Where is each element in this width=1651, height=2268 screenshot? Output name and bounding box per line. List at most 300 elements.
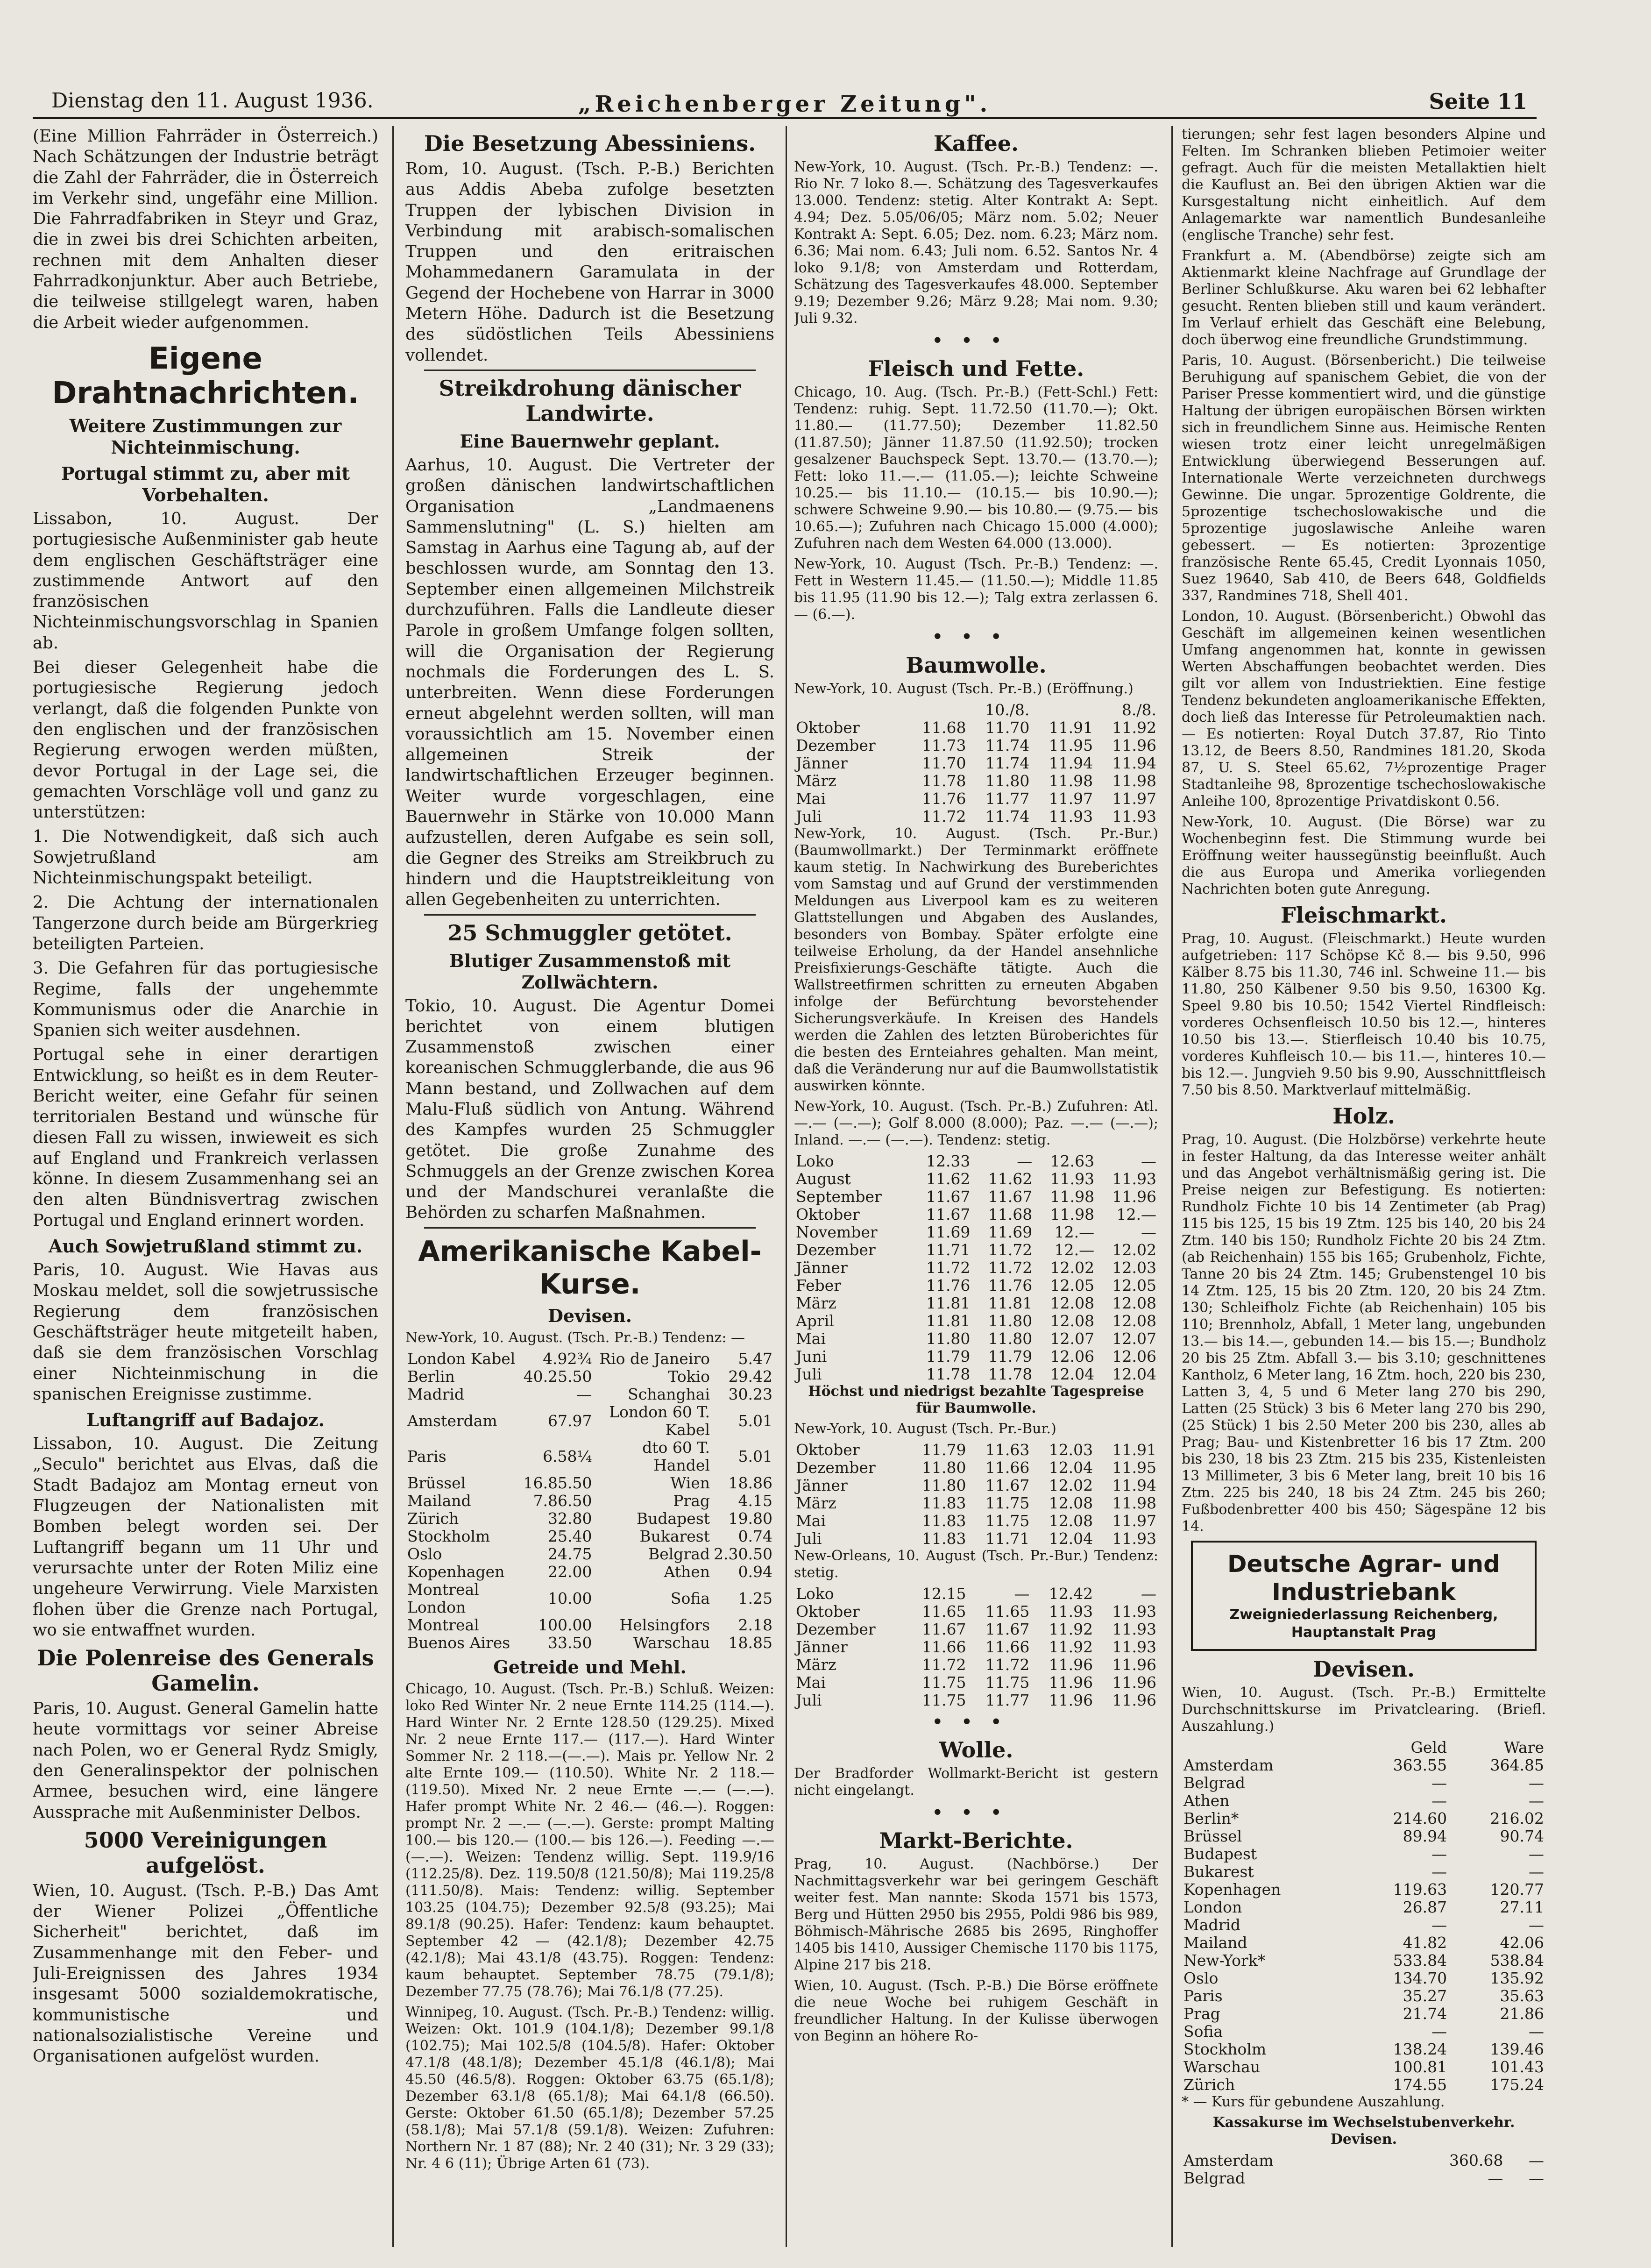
table-cell: 12.07	[1050, 1329, 1095, 1348]
section-heading: Fleischmarkt.	[1280, 903, 1447, 928]
table-row	[405, 1368, 774, 1386]
table-cell: —	[576, 1385, 592, 1403]
table-cell: Warschau	[633, 1633, 710, 1652]
row-label: Juli	[796, 1529, 822, 1548]
article-text: 3. Die Gefahren für das portugiesische Regime, falls der ungehemmte Kommunismus oder die Anarchie in Spanien sich weiter ausdehnen.	[33, 959, 378, 1040]
table-cell: 12.05	[1050, 1276, 1095, 1294]
table-caption: New-York, 10. August. (Tsch. Pr.-B.) Tendenz: —	[405, 1329, 745, 1346]
table-cell: Belgrad	[648, 1544, 710, 1563]
table-cell: 12.04	[1112, 1365, 1156, 1383]
table-cell: dto 60 T. Handel	[642, 1438, 710, 1474]
column-2	[405, 126, 774, 2247]
table-row	[794, 1585, 1158, 1603]
table-row	[1182, 2169, 1546, 2187]
table-cell: 11.75	[985, 1511, 1030, 1530]
section-subheading: Getreide und Mehl.	[493, 1656, 687, 1678]
table-cell: —	[1431, 1792, 1447, 1810]
table-cell: 4.15	[738, 1491, 772, 1510]
row-label: Oktober	[796, 1440, 860, 1459]
article-subheading: Weitere Zustimmungen zur Nichteinmischung.	[69, 415, 342, 458]
row-label: Oktober	[796, 1205, 860, 1223]
table-row	[1182, 1898, 1546, 1916]
row-label: New-York*	[1183, 1951, 1266, 1969]
table-cell: 12.07	[1112, 1329, 1156, 1348]
row-label: Zürich	[407, 1509, 459, 1528]
table-cell: 12.02	[1050, 1258, 1095, 1277]
table-cell: 11.68	[922, 718, 966, 737]
table-cell: 11.66	[985, 1458, 1030, 1477]
table-cell: —	[1141, 1223, 1156, 1241]
table-cell: 11.80	[988, 1329, 1033, 1348]
table-cell: 12.—	[1116, 1205, 1156, 1223]
column-header: 10./8.	[985, 700, 1030, 719]
row-label: Juli	[796, 1691, 822, 1709]
table-cell: 11.83	[922, 1493, 966, 1512]
row-label: Stockholm	[407, 1527, 490, 1545]
table-cell: 11.92	[1049, 1637, 1093, 1656]
table-cell: 10.00	[548, 1589, 592, 1607]
table-cell: 11.66	[985, 1637, 1030, 1656]
table-cell: 11.80	[922, 1458, 966, 1477]
table-cell: 11.91	[1049, 718, 1093, 737]
table-cell: 11.96	[1112, 1691, 1156, 1709]
table-cell: 2.30.50	[714, 1544, 772, 1563]
table-row	[794, 1152, 1158, 1170]
table-cell: 11.74	[985, 736, 1030, 754]
table-cell: 89.94	[1403, 1827, 1447, 1845]
table-cell: 21.74	[1403, 2005, 1447, 2023]
table-cell: 12.42	[1049, 1584, 1093, 1603]
table-cell: 11.75	[922, 1673, 966, 1692]
table-cell: 11.76	[922, 789, 966, 808]
row-label: Loko	[796, 1152, 834, 1170]
table-cell: 11.81	[988, 1294, 1033, 1312]
article-text: (Eine Million Fahrräder in Österreich.) Nach Schätzungen der Industrie beträgt die Zahl der Fahrräder, die in Österreich im Verkehr sind, ungefähr eine Million. Die Fahrradfabriken in Steyr und Graz, die in zwei bis drei Schichten arbeiten, rechnen mit dem Anhalten dieser Fahrradkonjunktur. Aber auch Betriebe, die teilweise stillgelegt waren, haben die Arbeit wieder aufgenommen.	[33, 127, 378, 332]
table-row	[1182, 1756, 1546, 1774]
table-row	[1182, 1863, 1546, 1881]
table-cell: 19.80	[728, 1509, 772, 1528]
row-label: Dezember	[796, 736, 876, 754]
table-cell: 33.50	[548, 1633, 592, 1652]
table-row	[405, 1616, 774, 1634]
table-row	[405, 1350, 774, 1368]
row-label: Kopenhagen	[1183, 1880, 1281, 1898]
table-cell: 11.70	[922, 754, 966, 772]
row-label: Berlin*	[1183, 1809, 1239, 1827]
row-label: März	[796, 1493, 836, 1512]
market-report: London, 10. August. (Börsenbericht.) Obwohl das Geschäft im allgemeinen keinen wesentlichen Umfang angenommen hat, konnte in gewissen Werten Abschaffungen beobachtet werden. Dies gilt vor allem von Industriektien. Eine festige Tendenz bekundeten angloamerikanische Effekten, doch ließ das Interesse für Petroleumaktien nach. — Es notierten: Royal Dutch 37.87, Rio Tinto 13.12, de Beers 8.50, Randmines 181.20, Skoda 87, U. S. Steel 65.62, 7½prozentige Prager Stadtanleihe 98, 8prozentige tschechoslowakische Anleihe 100, 8prozentige Privatdiskont 0.56.	[1182, 608, 1546, 810]
article-headline: Streikdrohung dänischer Landwirte.	[439, 375, 741, 426]
row-label: London Kabel	[407, 1349, 516, 1368]
table-cell: 11.78	[926, 1365, 971, 1383]
table-cell: 139.46	[1490, 2040, 1544, 2058]
table-caption: New-Orleans, 10. August (Tsch. Pr.-Bur.) Tendenz: stetig.	[794, 1547, 1158, 1581]
table-cell: 11.69	[926, 1223, 971, 1241]
table-cell: 26.87	[1403, 1898, 1447, 1916]
table-cell: —	[1488, 2169, 1503, 2187]
row-label: Juli	[796, 807, 822, 825]
table-row	[794, 1223, 1158, 1241]
article-subheading: Portugal stimmt zu, aber mit Vorbehalten.	[61, 462, 350, 505]
table-cell: 11.69	[988, 1223, 1033, 1241]
table-cell: 11.79	[988, 1347, 1033, 1365]
row-label: Belgrad	[1183, 1774, 1246, 1792]
table-cell: 11.72	[922, 1655, 966, 1674]
table-row	[1182, 1987, 1546, 2005]
table-cell: 12.02	[1112, 1240, 1156, 1259]
table-cell: 25.40	[548, 1527, 592, 1545]
row-label: Mai	[796, 1329, 826, 1348]
section-heading: Fleisch und Fette.	[868, 356, 1084, 382]
row-label: Dezember	[796, 1240, 876, 1259]
article-headline: 25 Schmuggler getötet.	[447, 920, 732, 946]
row-label: Oslo	[407, 1544, 442, 1563]
column-header: Ware	[1503, 1738, 1544, 1756]
row-label: Mailand	[1183, 1934, 1247, 1952]
market-report: Frankfurt a. M. (Abendbörse) zeigte sich am Aktienmarkt kleine Nachfrage auf Grundlage der Berliner Schlußkurse. Aku waren bei 62 lebhafter gesucht. Renten blieben still und kaum verändert. Im Verlauf erhielt das Geschäft eine Belebung, doch überwog eine freundliche Grundstimmung.	[1182, 248, 1546, 348]
table-note: * — Kurs für gebundene Auszahlung.	[1182, 2094, 1445, 2110]
table-cell: 12.03	[1112, 1258, 1156, 1277]
table-row	[1182, 1969, 1546, 1987]
market-report: Prag, 10. August. (Fleischmarkt.) Heute wurden aufgetrieben: 117 Schöpse Kč 8.— bis 9.50, 996 Kälber 8.75 bis 11.30, 746 inl. Schweine 11.— bis 11.80, 250 Kälbener 9.50 bis 9.50, 16300 Kg. Speel 9.80 bis 10.50; 1542 Viertel Rindfleisch: vorderes Ochsenfleisch 10.50 bis 12.—, hinteres 10.50 bis 13.—. Stierfleisch 10.40 bis 10.75, vorderes Kuhfleisch 10.— bis 11.—, hinteres 10.— bis 12.—. Jungvieh 9.50 bis 9.90, Ausschnittfleisch 7.50 bis 8.50. Marktverlauf mittelmäßig.	[1182, 931, 1546, 1098]
table-cell: 11.72	[926, 1258, 971, 1277]
table-cell: 11.71	[985, 1529, 1030, 1548]
row-label: Bukarest	[1183, 1863, 1254, 1881]
table-cell: 11.73	[922, 736, 966, 754]
table-cell: —	[1529, 1863, 1544, 1881]
section-heading: Markt-Berichte.	[879, 1828, 1073, 1854]
divider	[424, 914, 756, 916]
table-cell: —	[1431, 1916, 1447, 1934]
table-cell: 11.75	[985, 1673, 1030, 1692]
article-text: Lissabon, 10. August. Die Zeitung „Seculo" berichtet aus Elvas, daß die Stadt Badajoz am Montag erneut von Flugzeugen der Nationalisten mit Bomben belegt worden sei. Der Luftangriff begann um 11 Uhr und verursachte unter der Roten Miliz eine ungeheure Verwirrung. Viele Marxisten flohen über die Grenze nach Portugal, wo sie entwaffnet wurden.	[33, 1434, 378, 1640]
table-cell: 11.80	[926, 1329, 971, 1348]
table-cell: 11.94	[1049, 754, 1093, 772]
market-report: Prag, 10. August. (Die Holzbörse) verkehrte heute in fester Haltung, da das Interesse weiter anhält und das Angebot verhältnismäßig gering ist. Die Preise neigen zur Befestigung. Es notierten: Rundholz Fichte 10 bis 14 Zentimeter (ab Prag) 115 bis 125, 15 bis 19 Ztm. 125 bis 140, 20 bis 24 Ztm. 140 bis 150; Rundholz Fichte 20 bis 24 Ztm. (ab Reichenhain) 155 bis 165; Grubenholz, Fichte, Tanne 20 bis 24 Ztm. 145; Grubenstengel 10 bis 14 Ztm. 125, 15 bis 20 Ztm. 120, 20 bis 24 Ztm. 130; Schleifholz Fichte (ab Reichenhain) 105 bis 110; Brennholz, Abfall, 1 Meter lang, ungebunden 13.— bis 14.—, gebunden 14.— bis 15.—; Bundholz 20 bis 25 Ztm. Abfall 3.— bis 3.10; geschnittenes Kantholz, 6 Meter lang, 16 Ztm. hoch, 220 bis 230, Latten 3, 4, 5 und 6 Meter lang 270 bis 290, Latten (25 Stück) 3 bis 6 Meter lang 270 bis 290, (25 Stück) 1 bis 2.50 Meter 200 bis 230, alles ab Prag; Bau- und Kistenbretter 16 bis 17 Ztm. 200 bis 230, 18 bis 23 Ztm. 215 bis 235, Kistenleisten 13 Millimeter, 3 bis 6 Meter lang, breit 10 bis 16 Ztm. 225 bis 240, 18 bis 24 Ztm. 245 bis 260; Fußbodenbretter 400 bis 450; Sägespäne 12 bis 14.	[1182, 1131, 1546, 1535]
table-cell: 12.06	[1050, 1347, 1095, 1365]
table-row	[1182, 1827, 1546, 1845]
table-cell: 363.55	[1393, 1756, 1447, 1774]
table-row	[794, 1638, 1158, 1656]
table-caption: Höchst und niedrigst bezahlte Tagespreise für Baumwolle.	[808, 1383, 1144, 1416]
table-cell: London 60 T. Kabel	[609, 1402, 710, 1439]
row-label: Juli	[796, 1365, 822, 1383]
table-cell: 11.97	[1112, 1511, 1156, 1530]
table-cell: 11.97	[1112, 789, 1156, 808]
row-label: Athen	[1183, 1792, 1230, 1810]
table-row	[794, 1441, 1158, 1459]
cotton-table-2	[794, 1152, 1158, 1383]
table-cell: 12.06	[1112, 1347, 1156, 1365]
article-text: Portugal sehe in einer derartigen Entwicklung, so heißt es in dem Reuter-Bericht weiter, eine Gefahr für seinen territorialen Bestand und wünsche für diesen Fall zu wissen, inwieweit es sich auf England und Frankreich verlassen könne. In diesem Zusammenhang sei an den alten Bündnisvertrag zwischen Portugal und England erinnert worden.	[33, 1045, 378, 1230]
table-cell: 12.05	[1112, 1276, 1156, 1294]
row-label: Jänner	[796, 1476, 848, 1494]
row-label: London	[1183, 1898, 1242, 1916]
table-cell: 12.63	[1050, 1152, 1095, 1170]
table-row	[1182, 1810, 1546, 1827]
section-heading: Baumwolle.	[906, 652, 1047, 678]
table-cell: 100.81	[1393, 2058, 1447, 2076]
table-cell: 0.94	[738, 1562, 772, 1581]
article-subheading: Auch Sowjetrußland stimmt zu.	[48, 1236, 363, 1257]
row-label: August	[796, 1169, 851, 1188]
row-label: Feber	[796, 1276, 842, 1294]
table-cell: 11.81	[926, 1311, 971, 1330]
table-cell: 11.98	[1112, 1493, 1156, 1512]
table-cell: 11.72	[988, 1240, 1033, 1259]
article-text: 2. Die Achtung der internationalen Tangerzone durch beide am Bürgerkrieg beteiligten Parteien.	[33, 893, 378, 953]
table-cell: 11.96	[1049, 1673, 1093, 1692]
table-row	[405, 1403, 774, 1439]
table-cell: 41.82	[1403, 1934, 1447, 1952]
separator: •••	[932, 627, 1020, 647]
table-cell: 11.92	[1049, 1620, 1093, 1638]
table-cell: 4.92¾	[543, 1349, 592, 1368]
table-cell: 12.08	[1050, 1311, 1095, 1330]
table-cell: 11.67	[926, 1205, 971, 1223]
table-cell: 12.03	[1049, 1440, 1093, 1459]
table-cell: 35.63	[1500, 1987, 1544, 2005]
table-cell: 11.74	[985, 754, 1030, 772]
table-cell: 11.95	[1112, 1458, 1156, 1477]
table-row	[1182, 2023, 1546, 2040]
table-cell: —	[1529, 1774, 1544, 1792]
table-row	[1182, 1934, 1546, 1952]
table-cell: 11.92	[1112, 718, 1156, 737]
table-row	[794, 1365, 1158, 1383]
article-text: Rom, 10. August. (Tsch. P.-B.) Berichten aus Addis Abeba zufolge besetzten Truppen der lybischen Division in Verbindung mit arabisch-somalischen Truppen und den eritraischen Mohammedanern Garamulata in der Gegend der Hochebene von Harrar in 3000 Metern Höhe. Dadurch ist die Besetzung des südöstlichen Teils Abessiniens vollendet.	[405, 159, 774, 365]
table-cell: 11.80	[988, 1311, 1033, 1330]
table-cell: 11.72	[922, 807, 966, 825]
table-cell: 11.80	[985, 771, 1030, 790]
market-report: Chicago, 10. August. (Tsch. Pr.-B.) Schluß. Weizen: loko Red Winter Nr. 2 neue Ernte 114.25 (114.—). Hard Winter Nr. 2 Ernte 128.50 (129.25). Mixed Nr. 2 neue Ernte 117.— (117.—). Hard Winter Sommer Nr. 2 118.—(—.—). Mais pr. Yellow Nr. 2 alte Ernte 109.— (110.50). White Nr. 2 118.— (119.50). Mixed Nr. 2 neue Ernte —.— (—.—). Hafer prompt White Nr. 2 46.— (46.—). Roggen: prompt Nr. 2 —.— (—.—). Gerste: prompt Malting 100.— bis 120.— (100.— bis 126.—). Feeding —.— (—.—). Weizen: Tendenz willig. Sept. 119.9/16 (112.25/8). Dez. 119.50/8 (121.50/8); Mai 119.25/8 (111.50/8). Mais: Tendenz: willig. September 103.25 (104.75); Dezember 92.5/8 (93.25); Mai 89.1/8 (90.25). Hafer: Tendenz: kaum behauptet. September 42 — (42.1/8); Dezember 42.75 (42.1/8); Mai 43.1/8 (43.75). Roggen: Tendenz: kaum behauptet. September 78.75 (79.1/8); Dezember 77.75 (78.76); Mai 76.1/8 (77.25).	[405, 1680, 774, 2000]
row-label: Mai	[796, 1673, 826, 1692]
table-cell: 12.08	[1049, 1511, 1093, 1530]
market-report: Winnipeg, 10. August. (Tsch. Pr.-B.) Tendenz: willig. Weizen: Okt. 101.9 (104.1/8); Dezember 99.1/8 (102.75); Mai 102.5/8 (104.5/8). Hafer: Oktober 47.1/8 (48.1/8); Dezember 45.1/8 (46.1/8); Mai 45.50 (46.5/8). Roggen: Oktober 63.75 (65.1/8); Dezember 63.1/8 (65.1/8); Mai 64.1/8 (66.50). Gerste: Oktober 61.50 (65.1/8); Dezember 57.25 (58.1/8); Mai 57.1/8 (59.1/8). Weizen: Zufuhren: Northern Nr. 1 87 (88); Nr. 2 40 (31); Nr. 3 29 (33); Nr. 4 6 (11); Übrige Arten 61 (73).	[405, 2004, 774, 2172]
column-3	[794, 126, 1158, 2247]
row-label: Prag	[1183, 2005, 1220, 2023]
market-report: Paris, 10. August. (Börsenbericht.) Die teilweise Beruhigung auf spanischem Gebiet, die von der Pariser Presse kommentiert wird, und die günstige Haltung der übrigen europäischen Börsen wirkten sich in freundlichem Sinne aus. Heimische Renten wiesen trotz einer leicht unregelmäßigen Entwicklung überwiegend Besserungen auf. Internationale Werte verzeichneten durchwegs Gewinne. Die ungar. 5prozentige Goldrente, die 5prozentige tschechoslowakische und die 5prozentige jugoslawische Anleihe waren gebessert. — Es notierten: 3prozentige französische Rente 65.45, Credit Lyonnais 1050, Suez 19640, Sab 410, de Beers 648, Goldfields 337, Randmines 718, Shell 401.	[1182, 352, 1546, 604]
table-cell: 90.74	[1500, 1827, 1544, 1845]
table-row	[794, 1621, 1158, 1638]
table-cell: Sofia	[670, 1589, 710, 1607]
table-cell: 1.25	[738, 1589, 772, 1607]
table-row	[1182, 1845, 1546, 1863]
table-cell: 11.75	[985, 1493, 1030, 1512]
market-report: Der Bradforder Wollmarkt-Bericht ist gestern nicht eingelangt.	[794, 1765, 1158, 1799]
table-row	[794, 1170, 1158, 1188]
table-cell: 11.98	[1112, 771, 1156, 790]
table-cell: 40.25.50	[523, 1367, 592, 1386]
table-cell: 12.08	[1112, 1294, 1156, 1312]
table-cell: 100.00	[538, 1615, 592, 1634]
table-cell: 11.93	[1050, 1169, 1095, 1188]
column-rule	[786, 126, 787, 2247]
table-row	[794, 737, 1158, 754]
market-report: tierungen; sehr fest lagen besonders Alpine und Felten. Im Schranken blieben Petimoier weiter gefragt. Auch für die meisten Metallaktien hielt die Kauflust an. Bei den übrigen Aktien war die Kursgestaltung nicht einheitlich. Auf dem Anlagemarkte war namentlich Bundesanleihe (englische Tranche) sehr fest.	[1182, 126, 1546, 243]
table-cell: —	[1431, 1845, 1447, 1863]
market-report: New-York, 10. August. (Tsch. Pr.-B.) Tendenz: —. Rio Nr. 7 loko 8.—. Schätzung des Tagesverkaufes 13.000. Tendenz: stetig. Alter Kontrakt A: Sept. 4.94; Dez. 5.05/06/05; März nom. 5.02; Neuer Kontrakt A: Sept. 6.05; Dez. nom. 6.23; März nom. 6.36; Mai nom. 6.43; Juli nom. 6.52. Santos Nr. 4 loko 9.1/8; von Amsterdam und Rotterdam, Schätzung des Tagesverkaufes 48.000. September 9.19; Dezember 9.26; März 9.28; Mai nom. 9.30; Juli 9.32.	[794, 159, 1158, 327]
table-cell: —	[1141, 1152, 1156, 1170]
table-cell: 11.65	[985, 1602, 1030, 1621]
table-row	[1182, 2005, 1546, 2023]
cotton-table-3	[794, 1441, 1158, 1548]
table-cell: —	[1431, 2022, 1447, 2040]
table-cell: 11.96	[1049, 1655, 1093, 1674]
table-cell: 11.96	[1112, 1655, 1156, 1674]
table-cell: 11.62	[988, 1169, 1033, 1188]
article-text: Paris, 10. August. Wie Havas aus Moskau meldet, soll die sowjetrussische Regierung dem französischen Geschäftsträger heute mitgeteilt haben, daß sie dem französischen Vorschlag einer Nichteinmischung in die spanischen Ereignisse zustimme.	[33, 1260, 378, 1404]
table-cell: —	[1529, 2169, 1544, 2187]
table-cell: 11.94	[1112, 1476, 1156, 1494]
table-cell: 11.63	[985, 1440, 1030, 1459]
table-cell: 538.84	[1490, 1951, 1544, 1969]
column-4	[1182, 126, 1546, 2247]
table-row	[794, 772, 1158, 790]
table-cell: Wien	[670, 1473, 710, 1492]
table-cell: 11.66	[922, 1637, 966, 1656]
column-1	[33, 126, 378, 2247]
row-label: Brüssel	[407, 1473, 466, 1492]
article-headline: Die Polenreise des Generals Gamelin.	[37, 1645, 374, 1696]
table-cell: 11.76	[926, 1276, 971, 1294]
table-cell: 12.04	[1049, 1458, 1093, 1477]
table-cell: —	[1529, 2151, 1544, 2169]
section-heading: Amerikanische Kabel-Kurse.	[418, 1235, 762, 1301]
table-row	[794, 1294, 1158, 1312]
table-cell: 11.94	[1112, 754, 1156, 772]
table-cell: 11.72	[988, 1258, 1033, 1277]
table-cell: 138.24	[1393, 2040, 1447, 2058]
table-cell: 12.02	[1049, 1476, 1093, 1494]
table-cell: 12.33	[926, 1152, 971, 1170]
row-label: April	[796, 1311, 834, 1330]
table-cell: Tokio	[668, 1367, 710, 1386]
row-label: März	[796, 771, 836, 790]
row-label: Stockholm	[1183, 2040, 1267, 2058]
table-row	[1182, 1792, 1546, 1810]
table-cell: 119.63	[1393, 1880, 1447, 1898]
table-cell: 32.80	[548, 1509, 592, 1528]
table-caption: New-York, 10. August (Tsch. Pr.-B.) (Eröffnung.)	[794, 680, 1134, 697]
row-label: Berlin	[407, 1367, 455, 1386]
table-cell: 134.70	[1393, 1969, 1447, 1987]
table-row	[405, 1563, 774, 1581]
table-cell: —	[1017, 1152, 1033, 1170]
row-label: Amsterdam	[1183, 1756, 1274, 1774]
masthead	[33, 65, 1537, 119]
article-text: Tokio, 10. August. Die Agentur Domei berichtet von einem blutigen Zusammenstoß zwischen einer koreanischen Schmugglerbande, die aus 96 Mann bestand, und Zollwachen auf dem Malu-Fluß südlich von Antung. Während des Kampfes wurden 25 Schmuggler getötet. Die große Zunahme des Schmuggels an der Grenze zwischen Korea und der Mandschurei veranlaßte die Behörden zu scharfen Maßnahmen.	[405, 996, 774, 1223]
devisen-table	[405, 1350, 774, 1652]
table-row	[794, 1188, 1158, 1206]
article-headline: 5000 Vereinigungen aufgelöst.	[84, 1827, 327, 1878]
section-heading: Eigene Drahtnachrichten.	[52, 341, 359, 411]
row-label: Belgrad	[1183, 2169, 1246, 2187]
column-rule	[1171, 126, 1173, 2247]
table-row	[794, 1692, 1158, 1709]
table-row	[405, 1492, 774, 1510]
table-cell: 101.43	[1490, 2058, 1544, 2076]
table-row	[794, 719, 1158, 737]
table-cell: 11.96	[1112, 1187, 1156, 1206]
table-cell: —	[1014, 1584, 1030, 1603]
table-row	[405, 1528, 774, 1545]
issue-date: Dienstag den 11. August 1936.	[51, 89, 374, 113]
table-cell: 11.67	[988, 1187, 1033, 1206]
table-row	[405, 1634, 774, 1652]
table-cell: 11.65	[922, 1602, 966, 1621]
row-label: Madrid	[407, 1385, 465, 1403]
market-report: Prag, 10. August. (Nachbörse.) Der Nachmittagsverkehr war bei geringem Geschäft weiter fest. Man nannte: Skoda 1571 bis 1573, Berg und Hütten 2950 bis 2955, Poldi 986 bis 989, Böhmisch-Mährische 2685 bis 2695, Ringhoffer 1405 bis 1410, Aussiger Chemische 1170 bis 1175, Alpine 217 bis 218.	[794, 1856, 1158, 1974]
table-cell: 11.80	[922, 1476, 966, 1494]
row-label: Warschau	[1183, 2058, 1261, 2076]
table-cell: 24.75	[548, 1544, 592, 1563]
table-cell: 11.96	[1112, 1673, 1156, 1692]
table-cell: 11.76	[988, 1276, 1033, 1294]
page-number: Seite 11	[1429, 89, 1527, 114]
table-cell: Bukarest	[639, 1527, 710, 1545]
row-label: Paris	[1183, 1987, 1223, 2005]
table-caption: New-York, 10. August. (Tsch. Pr.-B.) Zufuhren: Atl. —.— (—.—); Golf 8.000 (8.000); Paz. —.— (—.—); Inland. —.— (—.—). Tendenz: stetig.	[794, 1098, 1158, 1148]
row-label: Amsterdam	[1183, 2151, 1274, 2169]
table-row	[405, 1439, 774, 1474]
row-label: Juni	[796, 1347, 827, 1365]
table-cell: 42.06	[1500, 1934, 1544, 1952]
table-row	[405, 1510, 774, 1528]
separator: •••	[932, 1803, 1020, 1822]
table-cell: 18.86	[728, 1473, 772, 1492]
table-cell: 11.98	[1050, 1205, 1095, 1223]
row-label: Oktober	[796, 1602, 860, 1621]
table-cell: 214.60	[1393, 1809, 1447, 1827]
column-header: 8./8.	[1121, 700, 1156, 719]
row-label: Mai	[796, 789, 826, 808]
table-row	[794, 1206, 1158, 1223]
separator: •••	[932, 1712, 1020, 1732]
row-label: Mailand	[407, 1491, 471, 1510]
table-cell: Schanghai	[628, 1385, 710, 1403]
table-row	[1182, 2152, 1546, 2169]
table-row	[405, 1474, 774, 1492]
table-row	[405, 1386, 774, 1403]
cotton-table-1	[794, 701, 1158, 825]
table-cell: 11.78	[922, 771, 966, 790]
table-cell: 533.84	[1393, 1951, 1447, 1969]
row-label: Montreal London	[407, 1580, 479, 1616]
table-cell: 35.27	[1403, 1987, 1447, 2005]
table-cell: Prag	[673, 1491, 710, 1510]
table-cell: 360.68	[1449, 2151, 1503, 2169]
table-cell: —	[1529, 1845, 1544, 1863]
table-cell: 11.93	[1112, 1637, 1156, 1656]
table-cell: 174.55	[1393, 2076, 1447, 2094]
row-label: Amsterdam	[407, 1411, 497, 1430]
separator: •••	[932, 331, 1020, 350]
table-cell: 11.71	[926, 1240, 971, 1259]
table-cell: 11.67	[926, 1187, 971, 1206]
market-report: Wien, 10. August. (Tsch. P.-B.) Die Börse eröffnete die neue Woche bei ruhigem Geschäft in freundlicher Haltung. In der Kulisse überwogen von Beginn an höhere Ro-	[794, 1977, 1158, 2045]
row-label: September	[796, 1187, 882, 1206]
table-cell: 11.78	[988, 1365, 1033, 1383]
column-rule	[392, 126, 394, 2247]
row-label: Jänner	[796, 1637, 848, 1656]
table-row	[794, 1459, 1158, 1477]
section-heading: Kaffee.	[933, 131, 1019, 156]
row-label: Jänner	[796, 754, 848, 772]
table-cell: 11.96	[1049, 1691, 1093, 1709]
table-cell: —	[1431, 1863, 1447, 1881]
table-cell: 29.42	[728, 1367, 772, 1386]
